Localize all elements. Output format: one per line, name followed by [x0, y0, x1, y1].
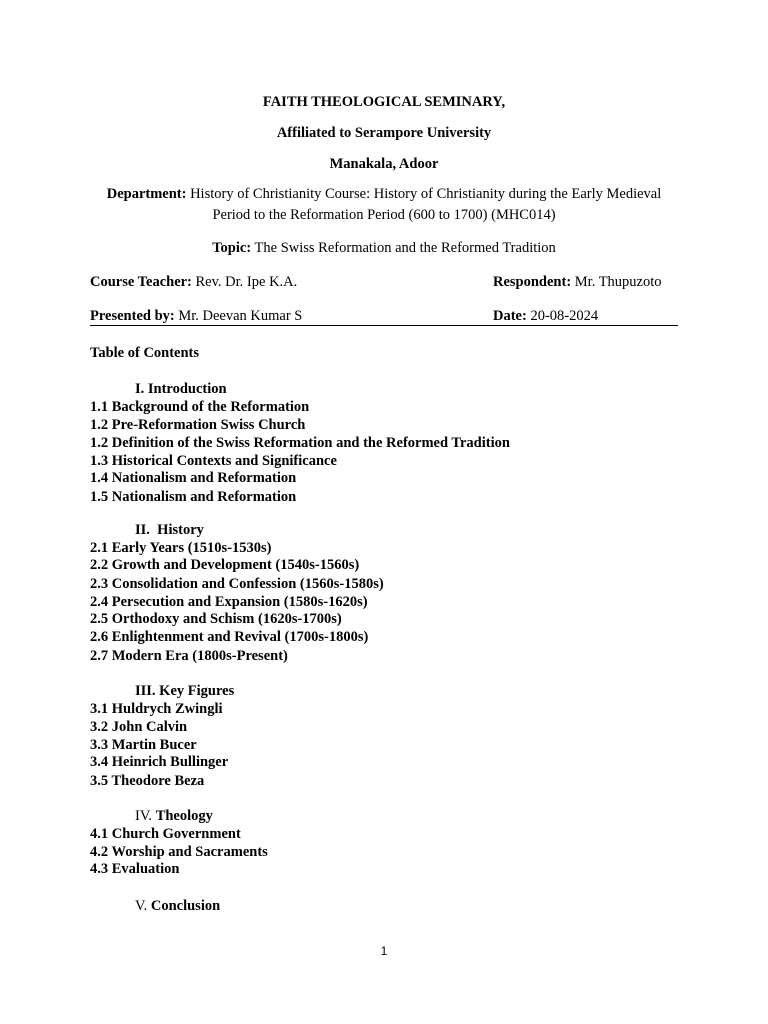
- toc-item: 3.2 John Calvin: [90, 719, 188, 735]
- toc-item: 2.7 Modern Era (1800s-Present): [90, 648, 288, 664]
- date-label: Date:: [493, 308, 527, 324]
- toc-section-heading: II. History: [135, 522, 204, 538]
- toc-item: 2.3 Consolidation and Confession (1560s-1580s): [90, 576, 384, 592]
- presenter-value: Mr. Deevan Kumar S: [178, 308, 303, 324]
- toc-section-numeral: V.: [135, 898, 148, 914]
- presenter-label: Presented by:: [90, 308, 175, 324]
- location-line: Manakala, Adoor: [329, 156, 439, 172]
- toc-item: 3.1 Huldrych Zwingli: [90, 701, 223, 717]
- department-label: Department:: [106, 186, 187, 202]
- header-divider: [90, 325, 678, 326]
- date: [493, 307, 598, 325]
- toc-item: 1.5 Nationalism and Reformation: [90, 489, 297, 505]
- toc-item: 4.3 Evaluation: [90, 861, 180, 877]
- teacher-label: Course Teacher:: [90, 274, 192, 290]
- respondent-value: Mr. Thupuzoto: [574, 274, 662, 290]
- toc-item: 2.2 Growth and Development (1540s-1560s): [90, 557, 360, 573]
- toc-item: 3.4 Heinrich Bullinger: [90, 754, 229, 770]
- toc-item: 2.4 Persecution and Expansion (1580s-1620s): [90, 594, 368, 610]
- toc-item: 1.2 Definition of the Swiss Reformation and the Reformed Tradition: [90, 435, 510, 451]
- topic-value: The Swiss Reformation and the Reformed Tradition: [254, 240, 556, 256]
- toc-section-heading: I. Introduction: [135, 381, 227, 397]
- respondent-label: Respondent:: [493, 274, 572, 290]
- presented-by: [90, 307, 302, 325]
- toc-item: 1.3 Historical Contexts and Significance: [90, 453, 337, 469]
- toc-section-heading: III. Key Figures: [135, 683, 235, 699]
- toc-section-numeral: IV.: [135, 808, 153, 824]
- topic-label: Topic:: [212, 240, 252, 256]
- department-block: [90, 184, 678, 226]
- toc-section-title: Theology: [155, 808, 213, 824]
- institution-title: FAITH THEOLOGICAL SEMINARY,: [262, 94, 506, 110]
- topic-line: [0, 240, 768, 257]
- course-teacher: [90, 273, 297, 291]
- toc-item: 4.2 Worship and Sacraments: [90, 844, 268, 860]
- toc-item: 2.1 Early Years (1510s-1530s): [90, 540, 272, 556]
- toc-section-heading: [135, 897, 220, 915]
- department-line2: Period to the Reformation Period (600 to 1700) (MHC014): [212, 207, 556, 223]
- affiliation-line: Affiliated to Serampore University: [276, 125, 492, 141]
- toc-item: 2.6 Enlightenment and Revival (1700s-1800s): [90, 629, 369, 645]
- teacher-value: Rev. Dr. Ipe K.A.: [195, 274, 298, 290]
- toc-item: 3.3 Martin Bucer: [90, 737, 197, 753]
- toc-item: 1.1 Background of the Reformation: [90, 399, 310, 415]
- respondent: [493, 273, 662, 291]
- toc-item: 1.4 Nationalism and Reformation: [90, 470, 297, 486]
- toc-item: 3.5 Theodore Beza: [90, 773, 205, 789]
- toc-item: 1.2 Pre-Reformation Swiss Church: [90, 417, 306, 433]
- toc-section-title: Conclusion: [150, 898, 221, 914]
- toc-item: 4.1 Church Government: [90, 826, 241, 842]
- toc-section-heading: [135, 807, 213, 825]
- department-line1: History of Christianity Course: History of Christianity during the Early Medieval: [190, 186, 662, 202]
- toc-title: Table of Contents: [90, 345, 200, 361]
- toc-item: 2.5 Orthodoxy and Schism (1620s-1700s): [90, 611, 342, 627]
- date-value: 20-08-2024: [530, 308, 599, 324]
- page-number: 1: [380, 944, 388, 958]
